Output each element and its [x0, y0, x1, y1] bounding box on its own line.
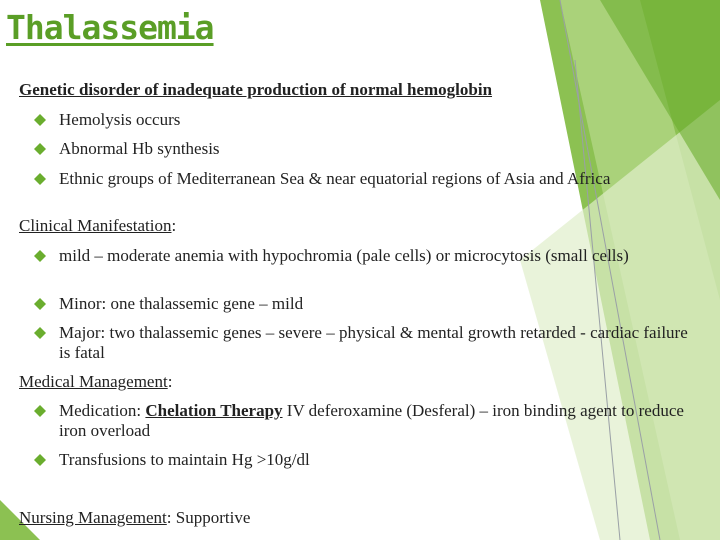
diamond-bullet-icon — [34, 143, 46, 155]
diamond-bullet-icon — [34, 327, 46, 339]
section-heading: Genetic disorder of inadequate production of normal hemoglobin — [19, 80, 493, 99]
diamond-bullet-icon — [34, 173, 46, 185]
diamond-bullet-icon — [34, 250, 46, 262]
diamond-bullet-icon — [34, 298, 46, 310]
section-heading: Nursing Management: Supportive — [19, 508, 251, 527]
section-heading: Clinical Manifestation: — [19, 216, 177, 235]
diamond-bullet-icon — [34, 454, 46, 466]
diamond-bullet-icon — [34, 405, 46, 417]
section-heading: Medical Management: — [19, 372, 173, 391]
chelation-therapy-term: Chelation Therapy — [145, 401, 283, 420]
slide-title: Thalassemia — [6, 8, 214, 47]
diamond-bullet-icon — [34, 114, 46, 126]
